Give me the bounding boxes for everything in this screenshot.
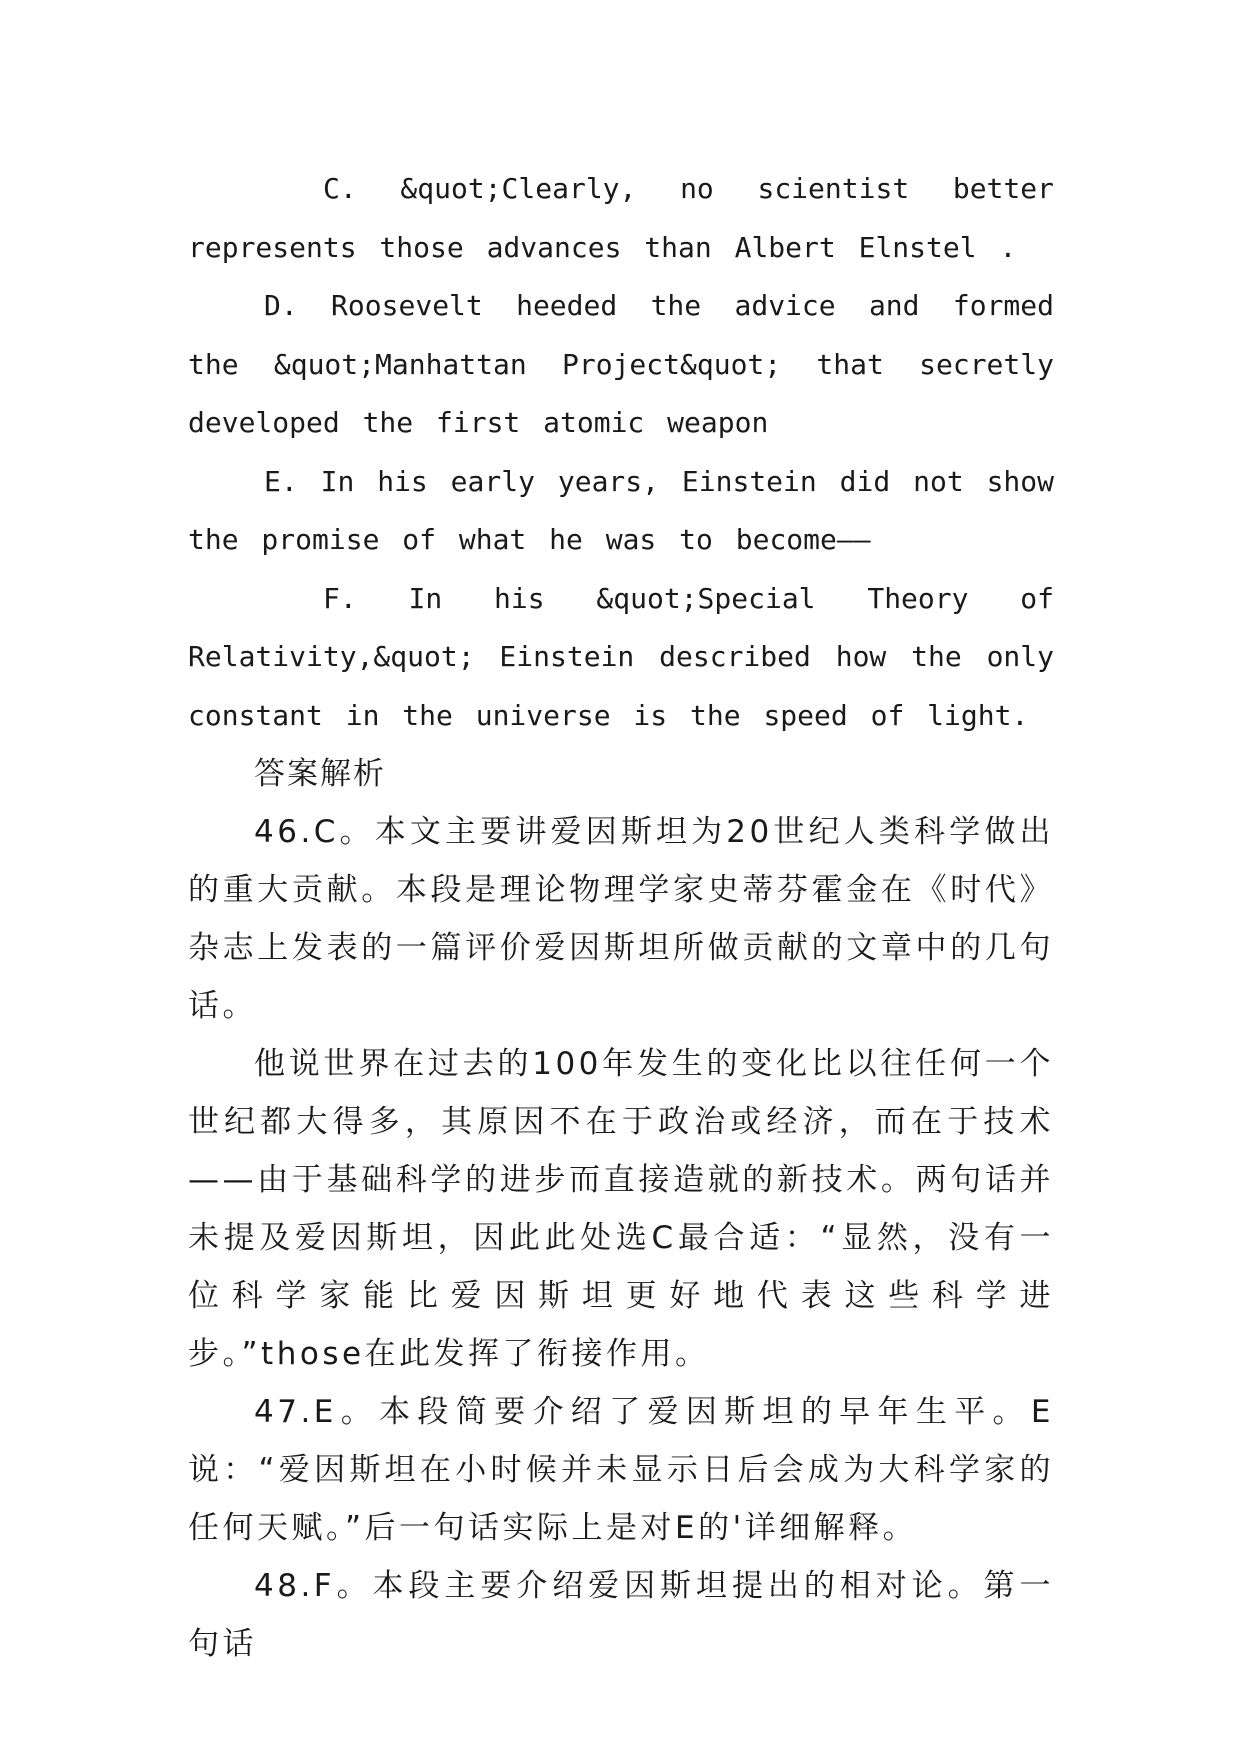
option-f: F. In his &quot;Special Theory of Relativity,&quot; Einstein described how the only constant in the universe is the speed of light. [188,581,1054,732]
analysis-47: 47.E。本段简要介绍了爱因斯坦的早年生平。E说：“爱因斯坦在小时候并未显示日后会成为大科学家的任何天赋。”后一句话实际上是对E的'详细解释。 [188,1394,1054,1546]
option-c: C. &quot;Clearly, no scientist better represents those advances than Albert Elnstel . [188,172,1054,264]
analysis-46-continued: 他说世界在过去的100年发生的变化比以往任何一个世纪都大得多，其原因不在于政治或经济，而在于技术——由于基础科学的进步而直接造就的新技术。两句话并未提及爱因斯坦，因此此处选C最合适：“显然，没有一位科学家能比爱因斯坦更好地代表这些科学进步。”those在此发挥了衔接作用。 [188,1046,1054,1372]
analysis-heading: 答案解析 [254,756,386,792]
analysis-48: 48.F。本段主要介绍爱因斯坦提出的相对论。第一句话 [188,1568,1054,1662]
option-e: E. In his early years, Einstein did not show the promise of what he was to become—— [188,464,1054,556]
document-page [188,160,1054,1673]
option-d: D. Roosevelt heeded the advice and formed the &quot;Manhattan Project&quot; that secretly developed the first atomic weapon [188,289,1054,439]
analysis-46: 46.C。本文主要讲爱因斯坦为20世纪人类科学做出的重大贡献。本段是理论物理学家史蒂芬霍金在《时代》杂志上发表的一篇评价爱因斯坦所做贡献的文章中的几句话。 [188,814,1054,1024]
